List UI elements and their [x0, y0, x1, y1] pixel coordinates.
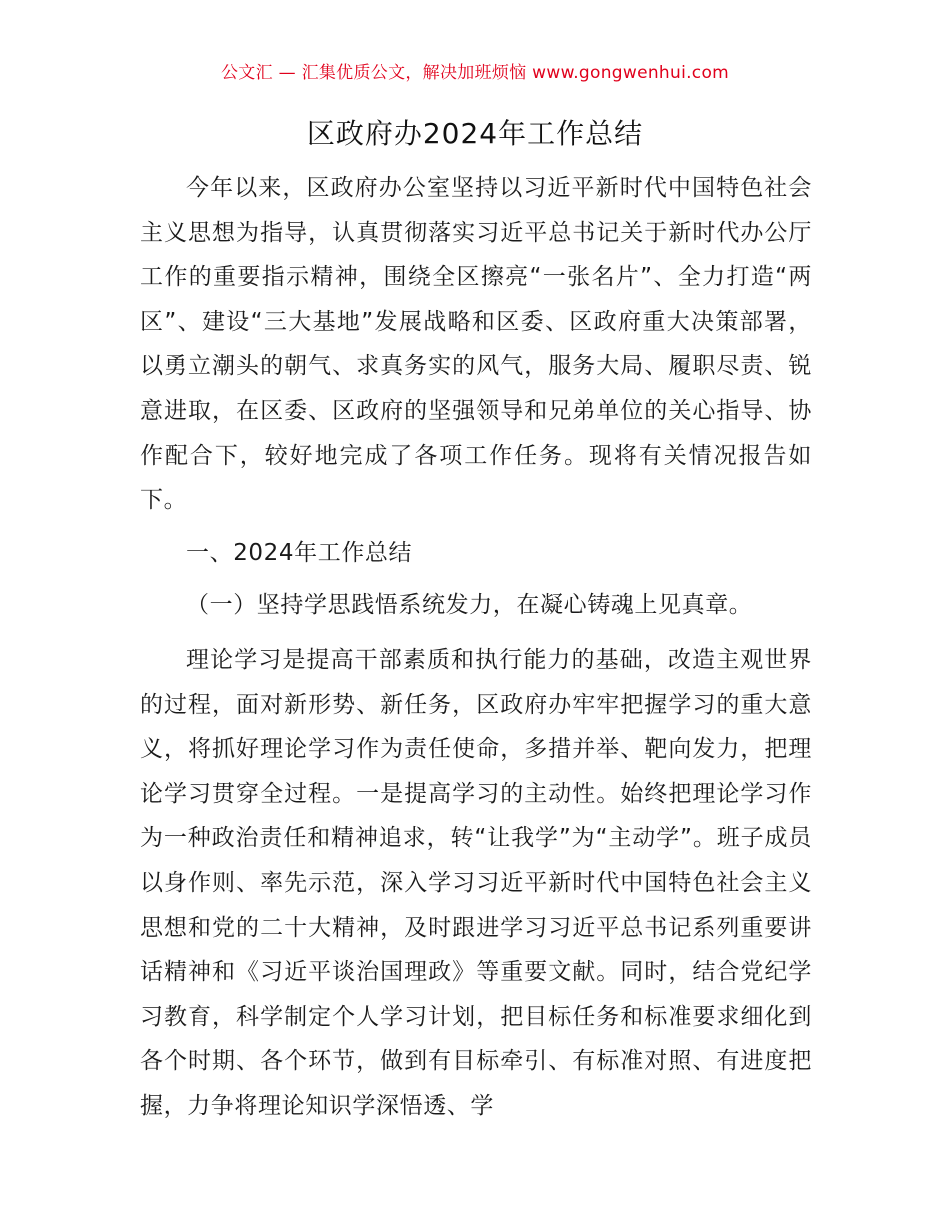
site-banner: 公文汇 — 汇集优质公文，解决加班烦恼 www.gongwenhui.com	[220, 63, 730, 83]
intro-paragraph: 今年以来，区政府办公室坚持以习近平新时代中国特色社会主义思想为指导，认真贯彻落实习近平总书记关于新时代办公厅工作的重要指示精神，围绕全区擦亮“一张名片”、全力打造“两区”、建设“三大基地”发展战略和区委、区政府重大决策部署，以勇立潮头的朝气、求真务实的风气，服务大局、履职尽责、锐意进取，在区委、区政府的坚强领导和兄弟单位的关心指导、协作配合下，较好地完成了各项工作任务。现将有关情况报告如下。	[140, 175, 812, 514]
page-title: 区政府办2024年工作总结	[306, 117, 644, 150]
section-heading: 一、2024年工作总结	[186, 539, 413, 566]
subsection-heading: （一）坚持学思践悟系统发力，在凝心铸魂上见真章。	[186, 592, 753, 619]
document-body	[140, 166, 812, 1128]
body-paragraph: 理论学习是提高干部素质和执行能力的基础，改造主观世界的过程，面对新形势、新任务，区政府办牢牢把握学习的重大意义，将抓好理论学习作为责任使命，多措并举、靶向发力，把理论学习贯穿全过程。一是提高学习的主动性。始终把理论学习作为一种政治责任和精神追求，转“让我学”为“主动学”。班子成员以身作则、率先示范，深入学习习近平新时代中国特色社会主义思想和党的二十大精神，及时跟进学习习近平总书记系列重要讲话精神和《习近平谈治国理政》等重要文献。同时，结合党纪学习教育，科学制定个人学习计划，把目标任务和标准要求细化到各个时期、各个环节，做到有目标牵引、有标准对照、有进度把握，力争将理论知识学深悟透、学	[140, 646, 812, 1119]
